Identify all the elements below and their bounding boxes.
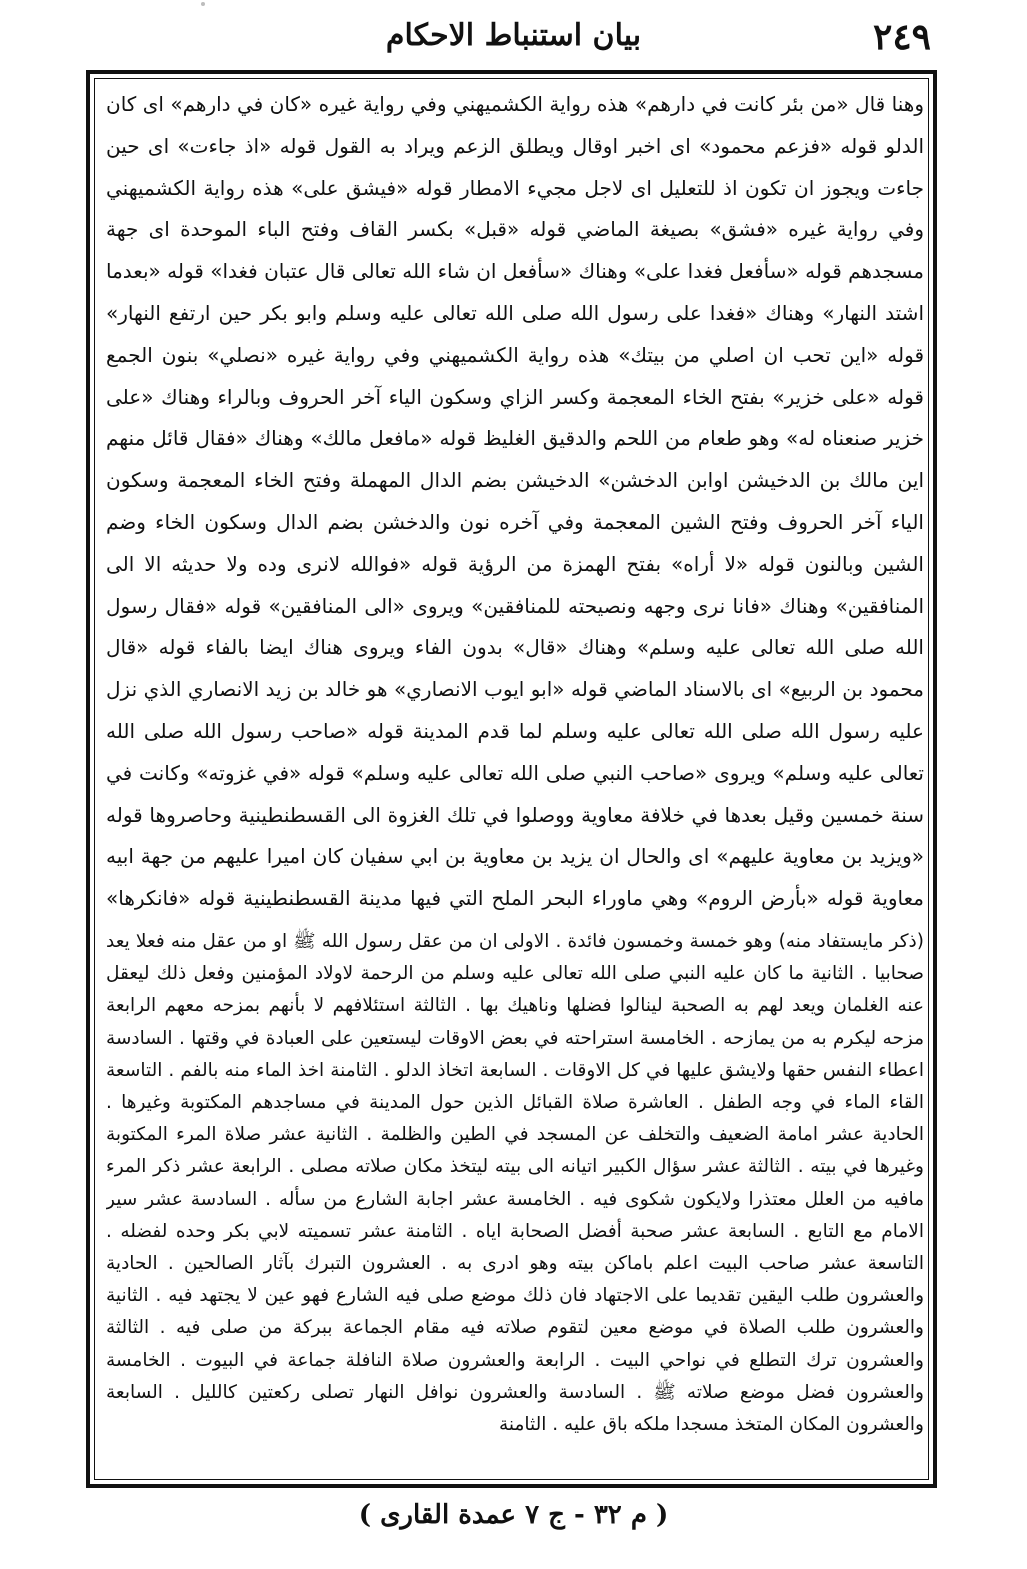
commentary-text: وهنا قال «من بئر كانت في دارهم» هذه رواية الكشميهني وفي رواية غيره «كان في دارهم» اى كان الدلو قوله «فزعم محمود» اى اخبر اوقال ويطلق الزعم ويراد به القول قوله «اذ جاءت» اى حين جاءت ويجوز ان تكون اذ للتعليل اى لاجل مجيء الامطار قوله «فيشق على» هذه رواية الكشميهني وفي رواية غيره «فشق» بصيغة الماضي قوله «قبل» بكسر القاف وفتح الباء الموحدة اى جهة مسجدهم قوله «سأفعل فغدا على» وهناك «سأفعل ان شاء الله تعالى قال عتبان فغدا» قوله «بعدما اشتد النهار» وهناك «فغدا على رسول الله صلى الله تعالى عليه وسلم وابو بكر حين ارتفع النهار» قوله «اين تحب ان اصلي من بيتك» هذه رواية الكشميهني وفي رواية غيره «نصلي» بنون الجمع قوله «على خزير» بفتح الخاء المعجمة وكسر الزاي وسكون الياء آخر الحروف وبالراء وهناك «على خزير صنعناه له» وهو طعام من اللحم والدقيق الغليظ قوله «مافعل مالك» وهناك «فقال قائل منهم اين مالك بن الدخيشن اوابن الدخشن» الدخيشن بضم الدال المهملة وفتح الخاء المعجمة وسكون الياء آخر الحروف وفتح الشين المعجمة وفي آخره نون والدخشن بضم الدال وسكون الخاء وضم الشين وبالنون قوله «لا أراه» بفتح الهمزة من الرؤية قوله «فوالله لانرى وده ولا حديثه الا الى المنافقين» وهناك «فانا نرى وجهه ونصيحته للمنافقين» ويروى «الى المنافقين» قوله «فقال رسول الله صلى الله تعالى عليه وسلم» وهناك «قال» بدون الفاء ويروى هناك ايضا بالفاء قوله «قال محمود بن الربيع» اى بالاسناد الماضي قوله «ابو ايوب الانصاري» هو خالد بن زيد الانصاري الذي نزل عليه رسول الله صلى الله تعالى عليه وسلم لما قدم المدينة قوله «صاحب رسول الله صلى الله تعالى عليه وسلم» ويروى «صاحب النبي صلى الله تعالى عليه وسلم» قوله «في غزوته» وكانت في سنة خمسين وقيل بعدها في خلافة معاوية ووصلوا في تلك الغزوة الى القسطنطينية وحاصروها قوله «ويزيد بن معاوية عليهم» اى والحال ان يزيد بن معاوية بن ابي سفيان كان اميرا عليهم من جهة ابيه معاوية قوله «بأرض الروم» وهي ماوراء البحر الملح التي فيها مدينة القسطنطينية قوله «فانكرها» [106,92,924,911]
signature-mark: ( م ٣٢ - ج ٧ عمدة القارى ) [358,1500,669,1530]
main-text-area [106,84,924,1480]
page-number: ٢٤٩ [872,16,931,58]
page-header [88,6,939,72]
benefits-text: (ذكر مايستفاد منه) وهو خمسة وخمسون فائدة . الاولى ان من عقل رسول الله ﷺ او من عقل منه فعلا يعد صحابيا . الثانية ما كان عليه النبي صلى الله تعالى عليه وسلم من الرحمة لاولاد المؤمنين وفعل ذلك ليعقل عنه الغلمان ويعد لهم به الصحبة لينالوا فضلها وناهيك بها . الثالثة استئلافهم لا بأنهم بمزحه معهم الرابعة مزحه ليكرم به من يمازحه . الخامسة استراحته في بعض الاوقات ليستعين على العبادة في وقتها . السادسة اعطاء النفس حقها ولايشق عليها في كل الاوقات . السابعة اتخاذ الدلو . الثامنة اخذ الماء منه بالفم . التاسعة القاء الماء في وجه الطفل . العاشرة صلاة القبائل الذين حول المدينة في مساجدهم المكتوبة وغيرها . الحادية عشر امامة الضعيف والتخلف عن المسجد في الطين والظلمة . الثانية عشر صلاة المرء المكتوبة وغيرها في بيته . الثالثة عشر سؤال الكبير اتيانه الى بيته ليتخذ مكان صلاته مصلى . الرابعة عشر ذكر المرء مافيه من العلل معتذرا ولايكون شكوى فيه . الخامسة عشر اجابة الشارع من سأله . السادسة عشر سير الامام مع التابع . السابعة عشر صحبة أفضل الصحابة اياه . الثامنة عشر تسميته لابي بكر وحده لفضله . التاسعة عشر صاحب البيت اعلم باماكن بيته وهو ادرى به . العشرون التبرك بآثار الصالحين . الحادية والعشرون طلب اليقين تقديما على الاجتهاد فان ذلك موضع صلى فيه الشارع فهو عين لا يجتهد فيه . الثانية والعشرون طلب الصلاة في موضع معين لتقوم صلاته فيه مقام الجماعة ببركة من صلى فيه . الثالثة والعشرون ترك التطلع في نواحي البيت . الرابعة والعشرون صلاة النافلة جماعة في البيوت . الخامسة والعشرون فضل موضع صلاته ﷺ . السادسة والعشرون نوافل النهار تصلى ركعتين كالليل . السابعة والعشرون المكان المتخذ مسجدا ملكه باق عليه . الثامنة [106,931,924,1436]
running-title: بيان استنباط الاحكام [385,18,642,53]
